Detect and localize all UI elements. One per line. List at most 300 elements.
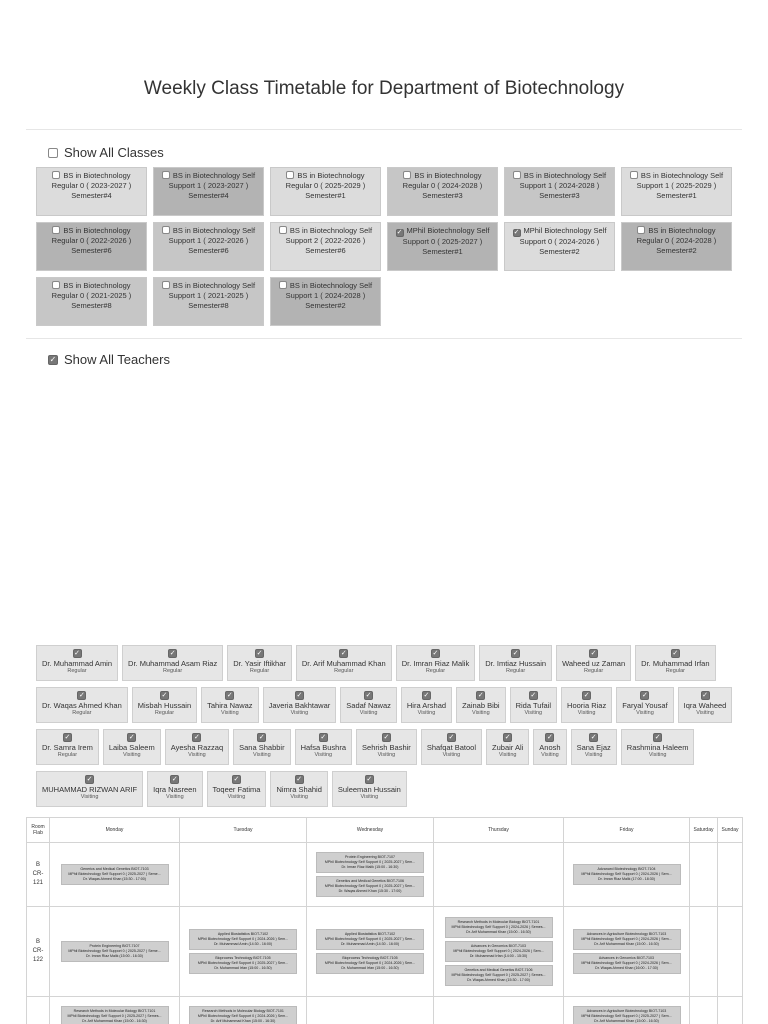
class-slot[interactable] [61,1006,169,1024]
page-title: Weekly Class Timetable for Department of Biotechnology [143,78,625,99]
class-slot[interactable] [573,864,681,885]
teacher-card[interactable] [616,687,673,723]
slot-teacher: Dr. Arif Muhammad Khan (15:00 - 16:30) [82,1019,147,1023]
teacher-list [36,645,736,813]
slot-teacher: Dr. Muhammad Amin (14:30 - 16:00) [340,942,400,946]
class-name: BS in Biotechnology [648,226,716,235]
teacher-name: Tahira Nawaz [207,701,253,710]
class-semester: Semester#4 [188,191,229,200]
slot-teacher: Dr. Arif Muhammad Khan (15:00 - 16:30) [594,942,659,946]
class-semester: Semester#1 [422,247,463,256]
class-checkbox[interactable] [513,171,521,179]
teacher-type: Regular [665,668,685,674]
teacher-checkbox[interactable]: ✓ [340,649,347,657]
slot-class: MPhil Biotechnology Self Support 0 ( 2025-2027 ) Sem... [324,860,416,864]
teacher-card[interactable] [421,729,482,765]
teacher-checkbox[interactable]: ✓ [672,649,679,657]
teacher-type: Visiting [188,752,206,758]
room-header: Room Flab [27,818,50,843]
teacher-card[interactable] [396,645,476,681]
teacher-checkbox[interactable]: ✓ [504,733,511,741]
class-semester: Semester#3 [422,191,463,200]
teacher-type: Visiting [696,710,714,716]
class-name: BS in Biotechnology [63,226,131,235]
teacher-card[interactable] [147,771,202,807]
teacher-name: Hira Arshad [406,701,447,710]
room-label [27,907,50,997]
teacher-card[interactable] [36,645,118,681]
timetable-cell [564,843,690,907]
class-program: Regular 0 ( 2024-2028 ) [636,236,717,245]
teacher-type: Regular [583,668,604,674]
slot-class: MPhil Biotechnology Self Support 0 ( 2024-2026 ) Semes... [451,925,546,929]
teacher-card[interactable] [207,771,267,807]
teacher-type: Regular [163,668,183,674]
teacher-card[interactable] [296,645,392,681]
teacher-card[interactable] [510,687,557,723]
teacher-card[interactable] [295,729,352,765]
class-semester: Semester#6 [188,246,229,255]
teacher-checkbox[interactable]: ✓ [366,775,373,783]
timetable-cell [690,907,718,997]
class-slot[interactable] [445,965,553,986]
slot-course: Protein Engineering BIOT-7107 [345,855,395,859]
slot-teacher: Dr. Waqas Ahmed Khan (15:30 - 17:00) [467,978,530,982]
teacher-checkbox[interactable]: ✓ [590,649,597,657]
class-slot[interactable] [189,1006,297,1024]
teacher-type: Visiting [359,710,378,716]
teacher-row [36,687,736,723]
timetable-cell [690,843,718,907]
teacher-name: Dr. Samra Irem [42,743,93,752]
teacher-card[interactable] [486,729,529,765]
class-card[interactable] [504,167,615,216]
class-slot[interactable] [61,941,169,962]
teacher-row [36,771,736,807]
class-card[interactable] [387,167,498,216]
class-card[interactable] [621,167,732,216]
teacher-name: Zainab Bibi [462,701,500,710]
slot-course: Genetics and Medical Genetics BIOT-7106 [335,879,405,883]
slot-class: MPhil Biotechnology Self Support 0 ( 2025-2027 ) Sem... [581,1014,672,1018]
slot-course: Research Methods in Molecular Biology BIOT-7101 [202,1009,284,1013]
teacher-type: Regular [425,668,446,674]
slot-class: MPhil Biotechnology Self Support 0 ( 2025-2027 ) Seme... [68,872,161,876]
teacher-type: Regular [72,710,92,716]
timetable-cell [564,997,690,1024]
timetable-cell [434,907,564,997]
teacher-type: Visiting [360,794,379,800]
slot-course: Protein Engineering BIOT-7107 [89,944,140,948]
slot-course: Bioprocess Technology BIOT-7105 [342,956,398,960]
teacher-checkbox[interactable]: ✓ [547,733,553,741]
teacher-card[interactable] [36,729,99,765]
teacher-name: Hooria Riaz [567,701,607,710]
teacher-type: Visiting [290,710,309,716]
teacher-card[interactable] [533,729,566,765]
teacher-type: Regular [506,668,526,674]
teacher-checkbox[interactable]: ✓ [590,733,597,741]
class-slot[interactable] [316,929,424,950]
timetable-cell [50,907,180,997]
teacher-checkbox[interactable]: ✓ [383,733,390,741]
slot-class: MPhil Biotechnology Self Support 0 ( 2024-2026 ) Sem... [581,961,672,965]
slot-course: Advances in Genomics BIOT-7103 [470,944,527,948]
teacher-name: Dr. Waqas Ahmed Khan [42,701,122,710]
teacher-name: MUHAMMAD RIZWAN ARIF [42,785,138,794]
slot-course: Advances in Genomics BIOT-7103 [598,956,655,960]
class-slot[interactable] [316,876,424,897]
slot-teacher: Dr. Waqas Ahmed Khan (15:30 - 17:00) [338,889,402,893]
class-program: Regular 0 ( 2024-2028 ) [402,181,483,190]
teacher-type: Visiting [498,752,517,758]
divider [26,129,742,130]
teacher-name: Dr. Muhammad Asam Riaz [128,659,218,668]
slot-teacher: Dr. Muhammad Irfan (14:00 - 15:30) [469,954,528,958]
teacher-card[interactable] [556,645,631,681]
timetable-cell [180,997,307,1024]
teacher-name: Sadaf Nawaz [346,701,391,710]
class-slot[interactable] [573,1006,681,1024]
teacher-name: Dr. Muhammad Irfan [641,659,710,668]
teacher-checkbox[interactable]: ✓ [258,733,265,741]
slot-teacher: Dr. Muhammad Irfan (15:00 - 16:30) [214,966,272,970]
slot-course: Generics and Medical Genetics BIOT-7103 [80,867,149,871]
teacher-card[interactable] [36,687,128,723]
class-program: Regular 0 ( 2022-2026 ) [51,236,132,245]
show-all-classes-toggle[interactable] [48,145,164,160]
class-semester: Semester#4 [71,191,112,200]
slot-teacher: Dr. Waqas Ahmed Khan (15:30 - 17:00) [83,877,146,881]
slot-class: MPhil Biotechnology Self Support 0 ( 2024-2026 ) Sem... [197,1014,289,1018]
class-checkbox[interactable] [279,226,287,234]
show-all-teachers-checkbox[interactable]: ✓ [49,354,57,364]
class-name: BS in Biotechnology Self [289,281,373,290]
teacher-checkbox[interactable]: ✓ [296,691,303,699]
teacher-name: Waheed uz Zaman [562,659,626,668]
slot-teacher: Dr. Imran Riaz Malik (17:00 - 18:30) [598,877,655,881]
class-slot[interactable] [61,864,169,885]
slot-class: MPhil Biotechnology Self Support 0 ( 2024-2026 ) Sem... [453,949,544,953]
class-card[interactable] [270,167,381,216]
timetable-cell [718,843,743,907]
show-all-classes-label: Show All Classes [64,145,164,160]
class-name: BS in Biotechnology [414,171,482,180]
class-checkbox[interactable] [279,281,287,289]
teacher-name: Rashmina Haleem [626,743,689,752]
teacher-type: Regular [57,752,78,758]
teacher-card[interactable] [479,645,552,681]
class-slot[interactable] [445,917,553,938]
teacher-card[interactable] [678,687,733,723]
class-slot[interactable] [445,941,553,962]
timetable-row [27,843,743,907]
class-checkbox[interactable] [630,171,638,179]
class-program: Support 1 ( 2023-2027 ) [168,181,249,190]
class-card[interactable] [36,167,147,216]
teacher-card[interactable] [103,729,161,765]
slot-teacher: Dr. Arif Muhammad Khan (15:00 - 16:30) [594,1019,659,1023]
teacher-checkbox[interactable]: ✓ [702,691,708,699]
teacher-checkbox[interactable]: ✓ [171,775,178,783]
timetable-cell [434,997,564,1024]
class-card[interactable] [153,167,264,216]
teacher-name: Sana Ejaz [576,743,611,752]
class-name: BS in Biotechnology [297,171,365,180]
timetable-cell [307,997,434,1024]
class-semester: Semester#6 [71,246,112,255]
day-header: Thursday [434,818,564,843]
class-program: Support 1 ( 2021-2025 ) [168,291,249,300]
teacher-checkbox[interactable]: ✓ [161,691,168,699]
teacher-card[interactable] [635,645,715,681]
slot-course: Bioprocess Technology BIOT-7105 [215,956,271,960]
teacher-name: Iqra Nasreen [153,785,197,794]
teacher-checkbox[interactable]: ✓ [583,691,590,699]
teacher-card[interactable] [561,687,612,723]
class-checkbox[interactable] [162,281,170,289]
class-name: BS in Biotechnology [63,281,131,290]
class-checkbox[interactable] [52,281,60,289]
teacher-type: Visiting [166,794,184,800]
class-name: MPhil Biotechnology Self [523,226,607,235]
class-semester: Semester#2 [539,247,580,256]
class-checkbox[interactable] [52,226,60,234]
teacher-card[interactable] [621,729,695,765]
slot-teacher: Dr. Muhammad Irfan (15:00 - 16:30) [341,966,399,970]
teacher-type: Visiting [472,710,490,716]
class-slot[interactable] [189,953,297,974]
slot-teacher: Dr. Imran Riaz Malik (15:00 - 16:30) [86,954,143,958]
slot-course: Genetics and Medical Genetics BIOT-7106 [464,968,533,972]
teacher-name: Toqeer Fatima [212,785,261,794]
teacher-checkbox[interactable]: ✓ [654,733,661,741]
slot-class: MPhil Biotechnology Self Support 0 ( 2025-2027 ) Seme... [68,949,161,953]
teacher-checkbox[interactable]: ✓ [530,691,537,699]
class-checkbox[interactable]: ✓ [396,229,403,236]
class-program: Support 1 ( 2024-2028 ) [519,181,600,190]
class-program: Regular 0 ( 2021-2025 ) [51,291,132,300]
class-semester: Semester#6 [305,246,346,255]
teacher-checkbox[interactable]: ✓ [256,649,263,657]
timetable-row [27,997,743,1024]
teacher-name: Sana Shabbir [239,743,285,752]
class-grid [36,167,736,326]
class-checkbox[interactable] [403,171,411,179]
teacher-row [36,645,736,681]
room-text: CR-122 [32,948,44,963]
teacher-checkbox[interactable]: ✓ [193,733,200,741]
teacher-type: Regular [249,668,270,674]
class-program: Support 0 ( 2025-2027 ) [402,237,483,246]
teacher-checkbox[interactable]: ✓ [169,649,176,657]
show-all-classes-checkbox[interactable] [48,148,58,158]
class-semester: Semester#1 [305,191,346,200]
teacher-type: Visiting [122,752,141,758]
class-name: BS in Biotechnology Self [289,226,373,235]
teacher-name: Misbah Hussain [137,701,192,710]
class-semester: Semester#2 [305,301,346,310]
slot-class: MPhil Biotechnology Self Support 0 ( 2024-2026 ) Sem... [197,937,289,941]
teacher-checkbox[interactable]: ✓ [86,775,93,783]
class-card[interactable] [387,222,498,271]
teacher-card[interactable] [356,729,417,765]
class-slot[interactable] [573,953,681,974]
teacher-type: Visiting [314,752,333,758]
slot-class: MPhil Biotechnology Self Support 0 ( 2024-2026 ) Sem... [581,872,672,876]
teacher-name: Suleeman Hussain [337,785,401,794]
teacher-name: Shafqat Batool [426,743,477,752]
teacher-card[interactable] [233,729,290,765]
teacher-name: Anosh [539,743,561,752]
teacher-card[interactable] [165,729,229,765]
class-program: Support 1 ( 2022-2026 ) [168,236,249,245]
timetable-cell [434,843,564,907]
teacher-checkbox[interactable]: ✓ [642,691,648,699]
class-checkbox[interactable] [286,171,294,179]
teacher-checkbox[interactable]: ✓ [448,733,455,741]
class-semester: Semester#3 [539,191,580,200]
teacher-type: Visiting [541,752,559,758]
class-semester: Semester#8 [188,301,229,310]
show-all-teachers-label: Show All Teachers [64,352,170,367]
teacher-type: Visiting [80,794,99,800]
class-program: Support 2 ( 2022-2026 ) [285,236,366,245]
timetable-cell [718,997,743,1024]
timetable-header-row [27,818,743,843]
class-program: Support 0 ( 2024-2026 ) [519,237,600,246]
teacher-type: Visiting [524,710,543,716]
teacher-type: Regular [154,710,175,716]
teacher-checkbox[interactable]: ✓ [423,691,430,699]
teacher-name: Hafsa Bushra [300,743,347,752]
class-slot[interactable] [189,929,297,950]
teacher-type: Visiting [221,710,239,716]
teacher-card[interactable] [132,687,197,723]
day-header: Tuesday [180,818,307,843]
class-name: BS in Biotechnology Self [172,281,256,290]
teacher-card[interactable] [340,687,397,723]
teacher-checkbox[interactable]: ✓ [226,691,233,699]
slot-course: Advances in Agriculture Biotechnology BIOT-7103 [586,932,667,936]
timetable-cell [307,843,434,907]
teacher-card[interactable] [263,687,337,723]
teacher-checkbox[interactable]: ✓ [233,775,240,783]
class-program: Support 1 ( 2025-2029 ) [636,181,717,190]
timetable-cell [180,907,307,997]
slot-course: Research Methods in Molecular Biology BIOT-7101 [73,1009,156,1013]
slot-course: Advances in Agriculture Biotechnology BIOT-7103 [586,1009,667,1013]
teacher-name: Dr. Imtiaz Hussain [485,659,547,668]
teacher-type: Visiting [648,752,667,758]
class-checkbox[interactable] [162,226,170,234]
class-name: BS in Biotechnology Self [172,171,256,180]
teacher-card[interactable] [571,729,617,765]
class-checkbox[interactable] [162,171,170,179]
teacher-type: Regular [67,668,87,674]
teacher-card[interactable] [36,771,143,807]
slot-class: MPhil Biotechnology Self Support 0 ( 2025-2027 ) Semes... [451,973,546,977]
teacher-card[interactable] [122,645,223,681]
teacher-name: Iqra Waheed [683,701,727,710]
teacher-checkbox[interactable]: ✓ [296,775,303,783]
teacher-name: Dr. Yasir Iftikhar [233,659,286,668]
teacher-type: Visiting [577,710,596,716]
day-header: Sunday [718,818,743,843]
class-card[interactable] [504,222,615,271]
class-card[interactable] [153,277,264,326]
teacher-checkbox[interactable]: ✓ [320,733,327,741]
timetable-cell [180,843,307,907]
class-card[interactable] [153,222,264,271]
slot-course: Research Methods in Molecular Biology BIOT-7101 [457,920,540,924]
class-checkbox[interactable] [637,226,645,234]
teacher-checkbox[interactable]: ✓ [128,733,135,741]
class-card[interactable] [36,277,147,326]
slot-class: MPhil Biotechnology Self Support 0 ( 2024-2026 ) Sem... [581,937,672,941]
class-checkbox[interactable] [52,171,60,179]
slot-teacher: Dr. Arif Muhammad Khan (15:00 - 16:30) [466,930,531,934]
class-card[interactable] [270,222,381,271]
teacher-card[interactable] [270,771,327,807]
teacher-name: Faryal Yousaf [622,701,668,710]
timetable-cell [690,997,718,1024]
slot-class: MPhil Biotechnology Self Support 0 ( 2025-2027 ) Sem... [324,884,416,888]
class-card[interactable] [36,222,147,271]
teacher-checkbox[interactable]: ✓ [64,733,71,741]
teacher-card[interactable] [401,687,452,723]
timetable-cell [564,907,690,997]
class-card[interactable] [270,277,381,326]
teacher-checkbox[interactable]: ✓ [432,649,439,657]
room-label [27,997,50,1024]
teacher-card[interactable] [201,687,258,723]
teacher-checkbox[interactable]: ✓ [512,649,519,657]
teacher-type: Visiting [227,794,246,800]
class-card[interactable] [621,222,732,271]
teacher-checkbox[interactable]: ✓ [74,649,80,657]
teacher-checkbox[interactable]: ✓ [78,691,85,699]
teacher-card[interactable] [332,771,407,807]
teacher-name: Sehrish Bashir [362,743,411,752]
teacher-card[interactable] [227,645,292,681]
slot-teacher: Dr. Muhammad Amin (14:30 - 16:00) [213,942,273,946]
class-checkbox[interactable]: ✓ [513,229,520,236]
teacher-row [36,729,736,765]
teacher-type: Visiting [377,752,396,758]
teacher-type: Visiting [290,794,308,800]
teacher-card[interactable] [456,687,506,723]
teacher-name: Dr. Muhammad Amin [42,659,113,668]
teacher-checkbox[interactable]: ✓ [477,691,484,699]
class-name: BS in Biotechnology [63,171,131,180]
teacher-type: Regular [334,668,354,674]
class-slot[interactable] [316,953,424,974]
slot-class: MPhil Biotechnology Self Support 0 ( 2025-2027 ) Sem... [197,961,289,965]
slot-class: MPhil Biotechnology Self Support 0 ( 2025-2027 ) Semes... [67,1014,162,1018]
teacher-type: Visiting [636,710,654,716]
class-name: BS in Biotechnology Self [640,171,724,180]
slot-teacher: Dr. Waqas Ahmed Khan (16:00 - 17:30) [595,966,658,970]
teacher-name: Ayesha Razzaq [170,743,224,752]
timetable-cell [50,843,180,907]
show-all-teachers-toggle[interactable] [48,352,170,367]
class-slot[interactable] [573,929,681,950]
class-semester: Semester#2 [656,246,697,255]
class-slot[interactable] [316,852,424,873]
teacher-type: Visiting [253,752,271,758]
teacher-checkbox[interactable]: ✓ [365,691,372,699]
